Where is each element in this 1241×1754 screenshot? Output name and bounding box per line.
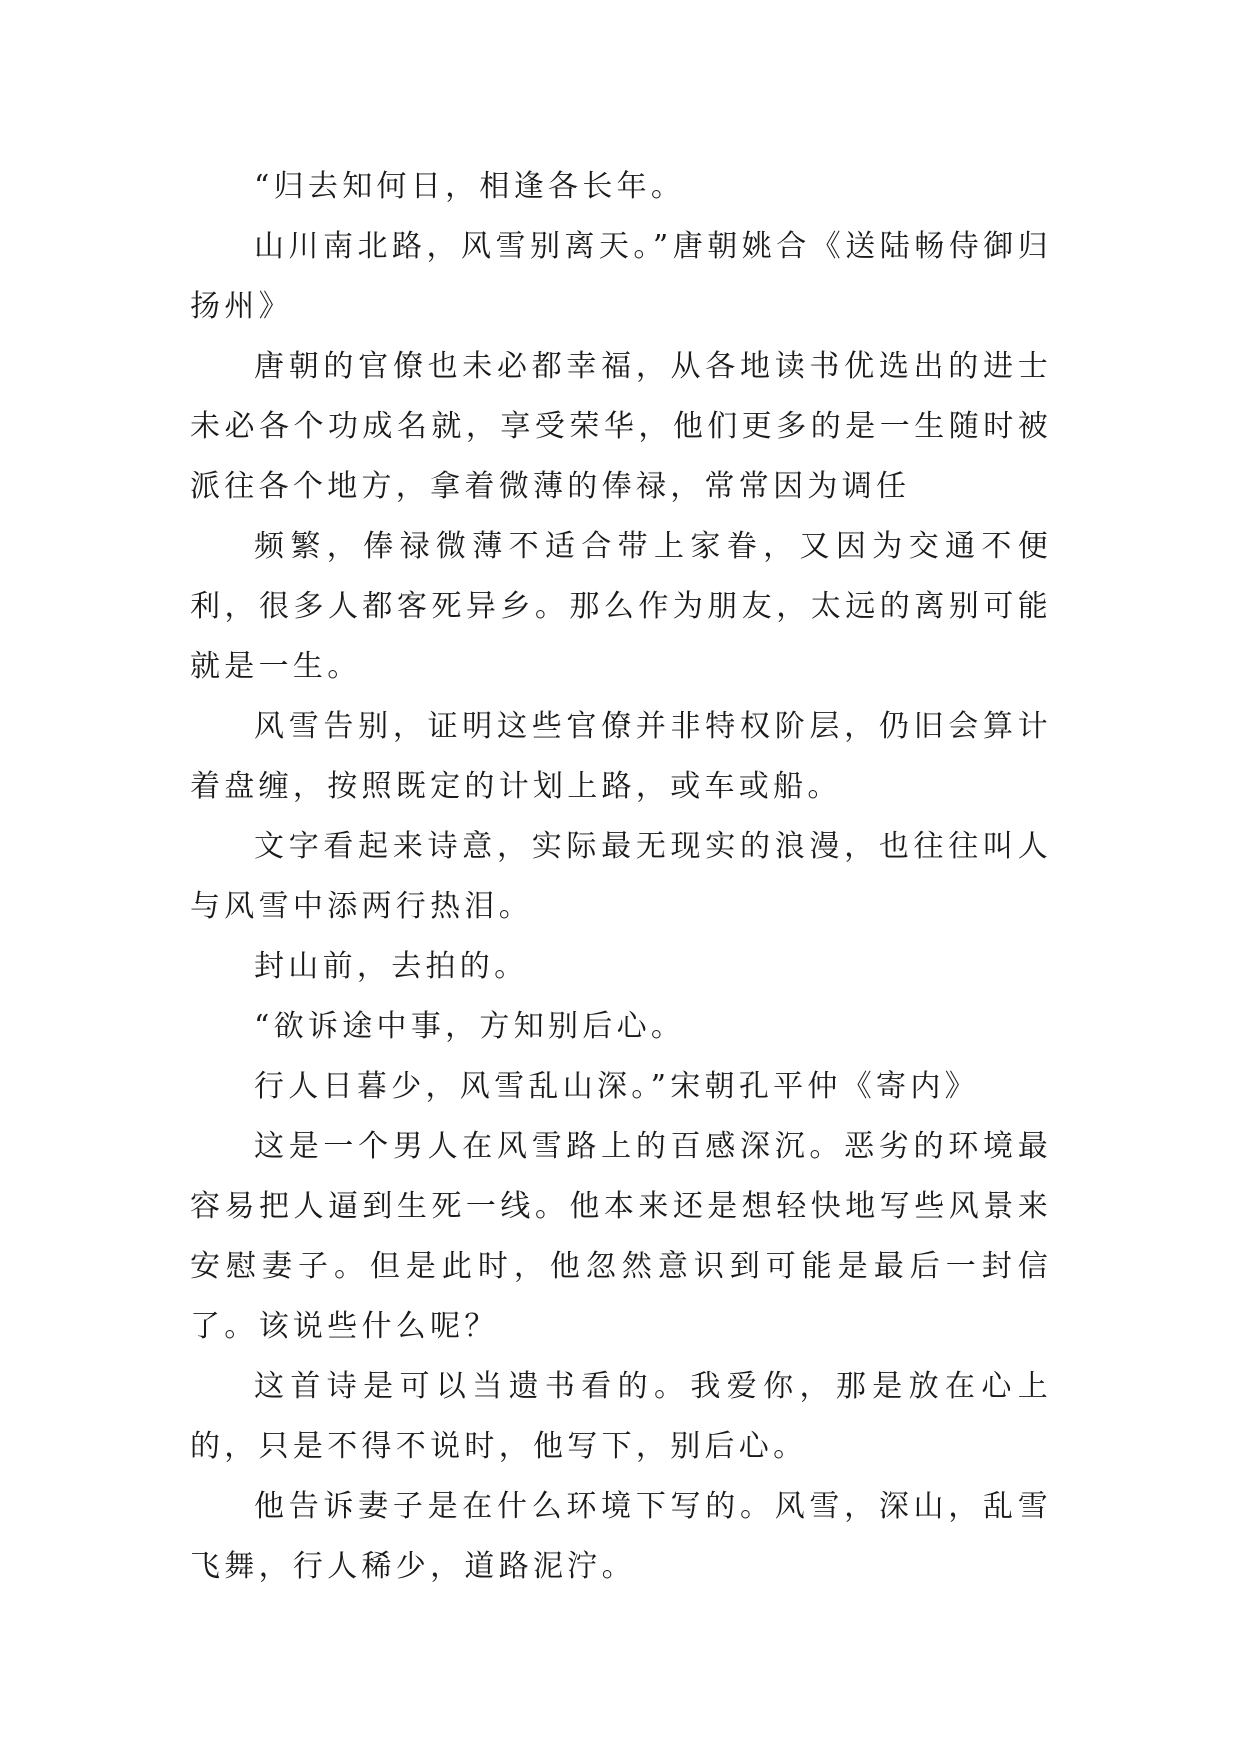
paragraph-10: 这是一个男人在风雪路上的百感深沉。恶劣的环境最容易把人逼到生死一线。他本来还是想轻快地写些风景来安慰妻子。但是此时，他忽然意识到可能是最后一封信了。该说些什么呢？	[190, 1129, 1052, 1344]
paragraph-11: 这首诗是可以当遗书看的。我爱你，那是放在心上的，只是不得不说时，他写下，别后心。	[190, 1369, 1052, 1464]
paragraph-2: 山川南北路，风雪别离天。”唐朝姚合《送陆畅侍御归扬州》	[190, 229, 1052, 324]
paragraph-12: 他告诉妻子是在什么环境下写的。风雪，深山，乱雪飞舞，行人稀少，道路泥泞。	[190, 1489, 1052, 1584]
paragraph-9: 行人日暮少，风雪乱山深。”宋朝孔平仲《寄内》	[254, 1069, 979, 1104]
paragraph-4: 频繁，俸禄微薄不适合带上家眷，又因为交通不便利，很多人都客死异乡。那么作为朋友，太远的离别可能就是一生。	[190, 529, 1052, 684]
paragraph-5: 风雪告别，证明这些官僚并非特权阶层，仍旧会算计着盘缠，按照既定的计划上路，或车或船。	[190, 709, 1052, 804]
paragraph-7: 封山前，去拍的。	[254, 949, 529, 984]
paragraph-8: “欲诉途中事，方知别后心。	[254, 1009, 686, 1044]
paragraph-1: “归去知何日，相逢各长年。	[254, 169, 686, 204]
paragraph-6: 文字看起来诗意，实际最无现实的浪漫，也往往叫人与风雪中添两行热泪。	[190, 829, 1052, 924]
document-body	[190, 157, 1052, 1597]
paragraph-3: 唐朝的官僚也未必都幸福，从各地读书优选出的进士未必各个功成名就，享受荣华，他们更多的是一生随时被派往各个地方，拿着微薄的俸禄，常常因为调任	[190, 349, 1052, 504]
